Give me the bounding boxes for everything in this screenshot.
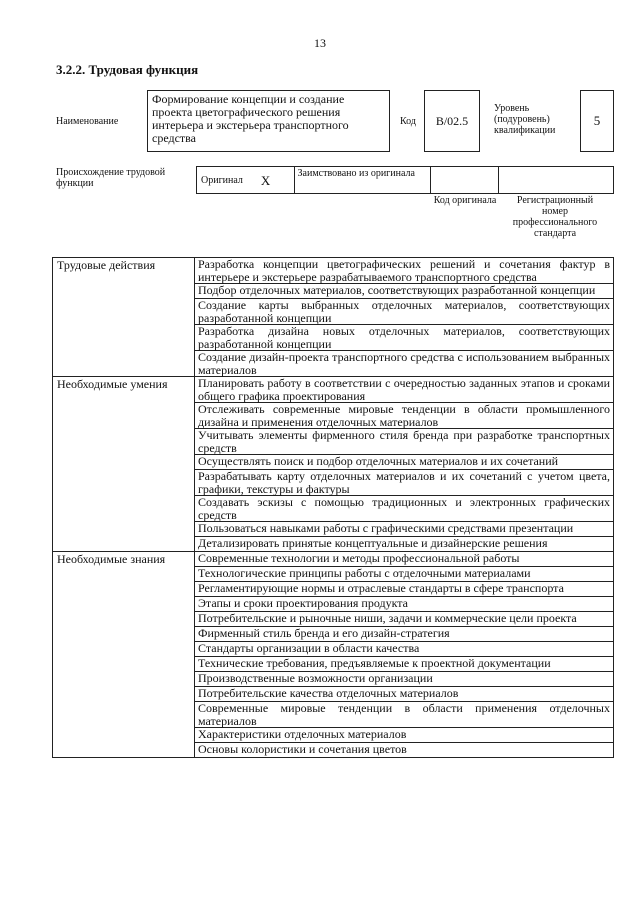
section-item: Осуществлять поиск и подбор отделочных материалов и их сочетаний	[195, 455, 614, 470]
section-item: Фирменный стиль бренда и его дизайн-стратегия	[195, 627, 614, 642]
section-item: Планировать работу в соответствии с очередностью заданных этапов и сроками общего графика проектирования	[195, 377, 614, 403]
original-code-cell	[431, 167, 499, 193]
labor-function-table	[52, 257, 614, 758]
original-mark: X	[260, 172, 271, 188]
section-item: Создание дизайн-проекта транспортного средства с использованием выбранных материалов	[195, 351, 614, 377]
section-item: Технические требования, предъявляемые к проектной документации	[195, 657, 614, 672]
section-item: Разработка концепции цветографических решений и сочетания фактур в интерьере и экстерьере разрабатываемого транспортного средства	[195, 258, 614, 284]
table-row	[53, 258, 614, 284]
code-label: Код	[400, 116, 416, 127]
original-label: Оригинал	[201, 174, 243, 186]
section-item: Характеристики отделочных материалов	[195, 728, 614, 743]
section-title-cell: Трудовые действия	[53, 258, 195, 377]
section-item: Детализировать принятые концептуальные и дизайнерские решения	[195, 537, 614, 552]
section-item: Современные мировые тенденции в области применения отделочных материалов	[195, 702, 614, 728]
section-item: Учитывать элементы фирменного стиля бренда при разработке транспортных средств	[195, 429, 614, 455]
section-item: Регламентирующие нормы и отраслевые стандарты в сфере транспорта	[195, 582, 614, 597]
section-item: Создание карты выбранных отделочных материалов, соответствующих разработанной концепции	[195, 299, 614, 325]
registration-number-cell	[499, 167, 613, 193]
function-name: Формирование концепции и создание проекта цветографического решения интерьера и экстерьера транспортного средства	[147, 90, 390, 152]
section-title: 3.2.2. Трудовая функция	[56, 62, 199, 77]
section-item: Потребительские и рыночные ниши, задачи и коммерческие цели проекта	[195, 612, 614, 627]
table-row	[53, 552, 614, 567]
table-row	[53, 377, 614, 403]
function-code: B/02.5	[424, 90, 480, 152]
section-item: Современные технологии и методы профессиональной работы	[195, 552, 614, 567]
section-item: Технологические принципы работы с отделочными материалами	[195, 567, 614, 582]
origin-original-cell	[197, 167, 295, 193]
section-item: Пользоваться навыками работы с графическими средствами презентации	[195, 522, 614, 537]
section-title-cell: Необходимые знания	[53, 552, 195, 758]
section-item: Этапы и сроки проектирования продукта	[195, 597, 614, 612]
registration-number-label: Регистрационный номер профессионального стандарта	[512, 195, 598, 239]
borrowed-label: Заимствовано из оригинала	[295, 167, 431, 193]
origin-table	[196, 166, 614, 194]
section-item: Создавать эскизы с помощью традиционных и электронных графических средств	[195, 496, 614, 522]
section-item: Разрабатывать карту отделочных материалов и их сочетаний с учетом цвета, графики, текстуры и фактуры	[195, 470, 614, 496]
name-label: Наименование	[56, 116, 119, 127]
qualification-level-label: Уровень (подуровень) квалификации	[494, 103, 556, 136]
original-code-label: Код оригинала	[433, 195, 497, 206]
section-item: Разработка дизайна новых отделочных материалов, соответствующих разработанной концепции	[195, 325, 614, 351]
section-item: Основы колористики и сочетания цветов	[195, 743, 614, 758]
section-title-cell: Необходимые умения	[53, 377, 195, 552]
origin-label: Происхождение трудовой функции	[56, 167, 166, 189]
section-item: Отслеживать современные мировые тенденции в области промышленного дизайна и применения отделочных материалов	[195, 403, 614, 429]
section-item: Производственные возможности организации	[195, 672, 614, 687]
page-number: 13	[314, 36, 326, 50]
qualification-level-value: 5	[580, 90, 614, 152]
section-item: Подбор отделочных материалов, соответствующих разработанной концепции	[195, 284, 614, 299]
section-item: Потребительские качества отделочных материалов	[195, 687, 614, 702]
section-item: Стандарты организации в области качества	[195, 642, 614, 657]
